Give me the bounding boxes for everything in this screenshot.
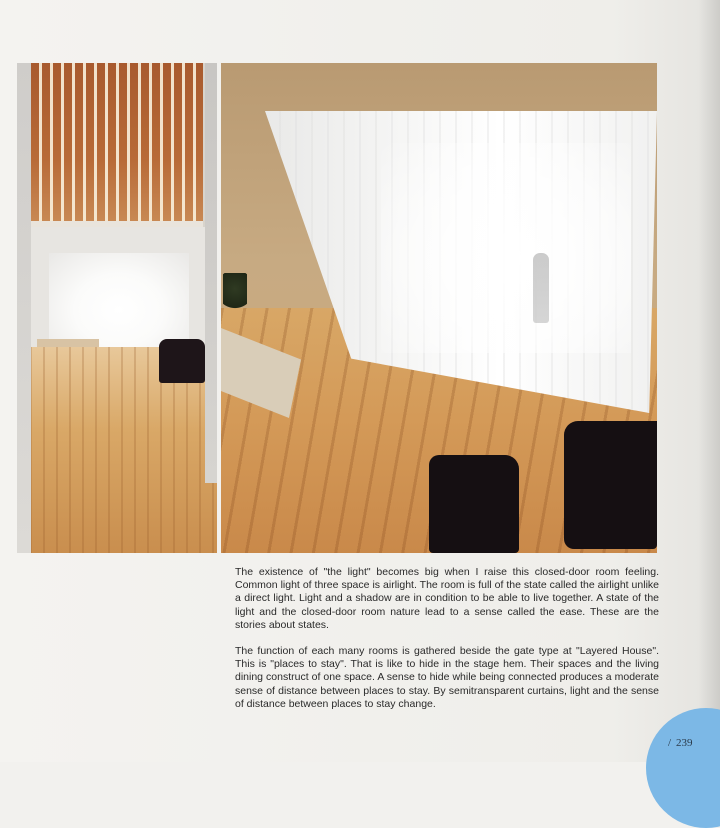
paragraph-light: The existence of "the light" becomes big when I raise this closed-door room feeling. Common light of three space is airlight. The room is full of the state called the airlight unlike a direct light. Light and a shadow are in condition to be able to live together. A state of the light and the closed-door room nature lead to a sense called the ease. These are the stories about states. bbox=[235, 566, 659, 631]
photo-bright-curtain bbox=[49, 253, 189, 348]
photo-right-wall bbox=[205, 63, 217, 483]
photo-left-wall bbox=[17, 63, 31, 553]
photo-dark-sofa bbox=[159, 339, 205, 383]
page-spine-shadow bbox=[698, 0, 720, 762]
page-corner-tab bbox=[646, 708, 720, 828]
photo-silhouette-figure bbox=[533, 253, 549, 323]
photo-armchair-right bbox=[564, 421, 657, 549]
photo-wood-ceiling bbox=[31, 63, 203, 225]
photo-potted-plant bbox=[223, 273, 247, 313]
photo-curtain-glow bbox=[381, 143, 631, 353]
photo-interior-corridor bbox=[17, 63, 217, 553]
photo-curtain-room bbox=[221, 63, 657, 553]
paragraph-layered-house: The function of each many rooms is gathered beside the gate type at "Layered House". This is "places to stay". That is like to hide in the stage hem. Their spaces and the living dining construct of one space. A sense to hide while being connected produces a moderate sense of distance between places to stay. By semitransparent curtains, light and the sense of distance between places to stay change. bbox=[235, 645, 659, 710]
photo-dining-table bbox=[37, 339, 99, 347]
page-number: 239 bbox=[676, 737, 693, 749]
photo-armchair-left bbox=[429, 455, 519, 553]
page-number-slash: / bbox=[668, 737, 672, 749]
